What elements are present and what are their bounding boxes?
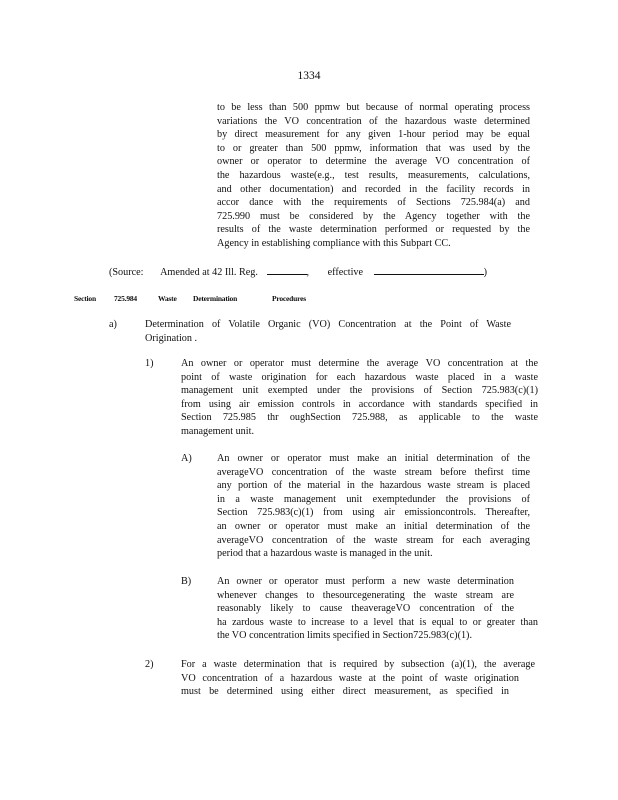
subparagraph-B [217,575,538,643]
section-number: 725.984 [114,294,137,303]
text-line: Section 725.985 thr oughSection 725.988, as applicable to the waste [181,412,538,424]
source-effective: effective [327,267,364,278]
subparagraph-label: B) [181,576,192,587]
page-number: 1334 [297,70,321,82]
source-close: ) [483,267,487,278]
text-line: whenever changes to thesourcegenerating the waste stream are [217,589,514,601]
text-line: accor dance with the requirements of Sections 725.984(a) and [217,197,530,209]
subparagraph-label: A) [181,453,192,464]
text-line: Section 725.983(c)(1) from using air emissioncontrols. Thereafter, [217,507,530,519]
source-open: (Source: [109,267,144,278]
intro-paragraph [217,101,530,251]
text-line: reasonably likely to cause theaverageVO concentration of the [217,603,514,615]
subparagraph-A [217,452,530,561]
text-line: by direct measurement for any given 1-hour period may be equal [217,129,530,141]
paragraph-1 [181,357,538,439]
section-word: Section [74,294,96,303]
text-line: from using air emission controls in accordance with standards specified in [181,398,538,410]
subsection-a-heading [145,318,511,345]
text-line: results of the waste determination performed or requested by the [217,224,530,236]
effective-date-blank [374,265,484,275]
text-line: An owner or operator must make an initial determination of the [217,453,530,464]
text-line: Agency in establishing compliance with this Subpart CC. [217,237,451,249]
text-line: VO concentration of a hazardous waste at the point of waste origination [181,672,519,684]
text-line: management unit. [181,425,254,437]
text-line: to be less than 500 ppmw but because of normal operating process [217,102,530,113]
register-blank [267,265,307,275]
source-comma: , [306,267,310,278]
text-line: An owner or operator must determine the average VO concentration at the [181,358,538,369]
text-line: Origination . [145,332,198,344]
section-title-word: Determination [193,294,238,303]
text-line: point of waste origination for each hazardous waste placed in a waste [181,371,538,383]
text-line: management unit exempted under the provisions of Section 725.983(c)(1) [181,385,538,397]
text-line: to or greater than 500 ppmw, information that was used by the [217,142,530,154]
source-amended: Amended at 42 Ill. Reg. [160,267,258,278]
text-line: For a waste determination that is required by subsection (a)(1), the average [181,659,535,670]
text-line: 725.990 must be considered by the Agency together with the [217,210,530,222]
section-title-word: Waste [158,294,177,303]
text-line: period that a hazardous waste is managed in the unit. [217,548,433,560]
text-line: and other documentation) and recorded in the facility records in [217,183,530,195]
paragraph-2 [181,658,535,699]
text-line: an owner or operator must make an initial determination of the [217,520,530,532]
text-line: averageVO concentration of the waste stream for each averaging [217,534,530,546]
text-line: any portion of the material in the hazardous waste stream is placed [217,480,530,492]
source-note [109,265,487,278]
text-line: ha zardous waste to increase to a level that is equal to or greater than [217,616,538,628]
text-line: in a waste management unit exemptedunder the provisions of [217,493,530,505]
text-line: variations the VO concentration of the hazardous waste determined [217,115,530,127]
text-line: owner or operator to determine the average VO concentration of [217,156,530,168]
paragraph-label: 2) [145,659,154,670]
paragraph-label: 1) [145,358,154,369]
text-line: An owner or operator must perform a new waste determination [217,576,514,587]
text-line: must be determined using either direct measurement, as specified in [181,686,509,698]
subsection-label: a) [109,319,117,330]
text-line: Determination of Volatile Organic (VO) Concentration at the Point of Waste [145,319,511,330]
section-title-word: Procedures [272,294,306,303]
text-line: the hazardous waste(e.g., test results, measurements, calculations, [217,169,530,181]
text-line: the VO concentration limits specified in Section725.983(c)(1). [217,630,473,642]
text-line: averageVO concentration of the waste stream before thefirst time [217,466,530,478]
